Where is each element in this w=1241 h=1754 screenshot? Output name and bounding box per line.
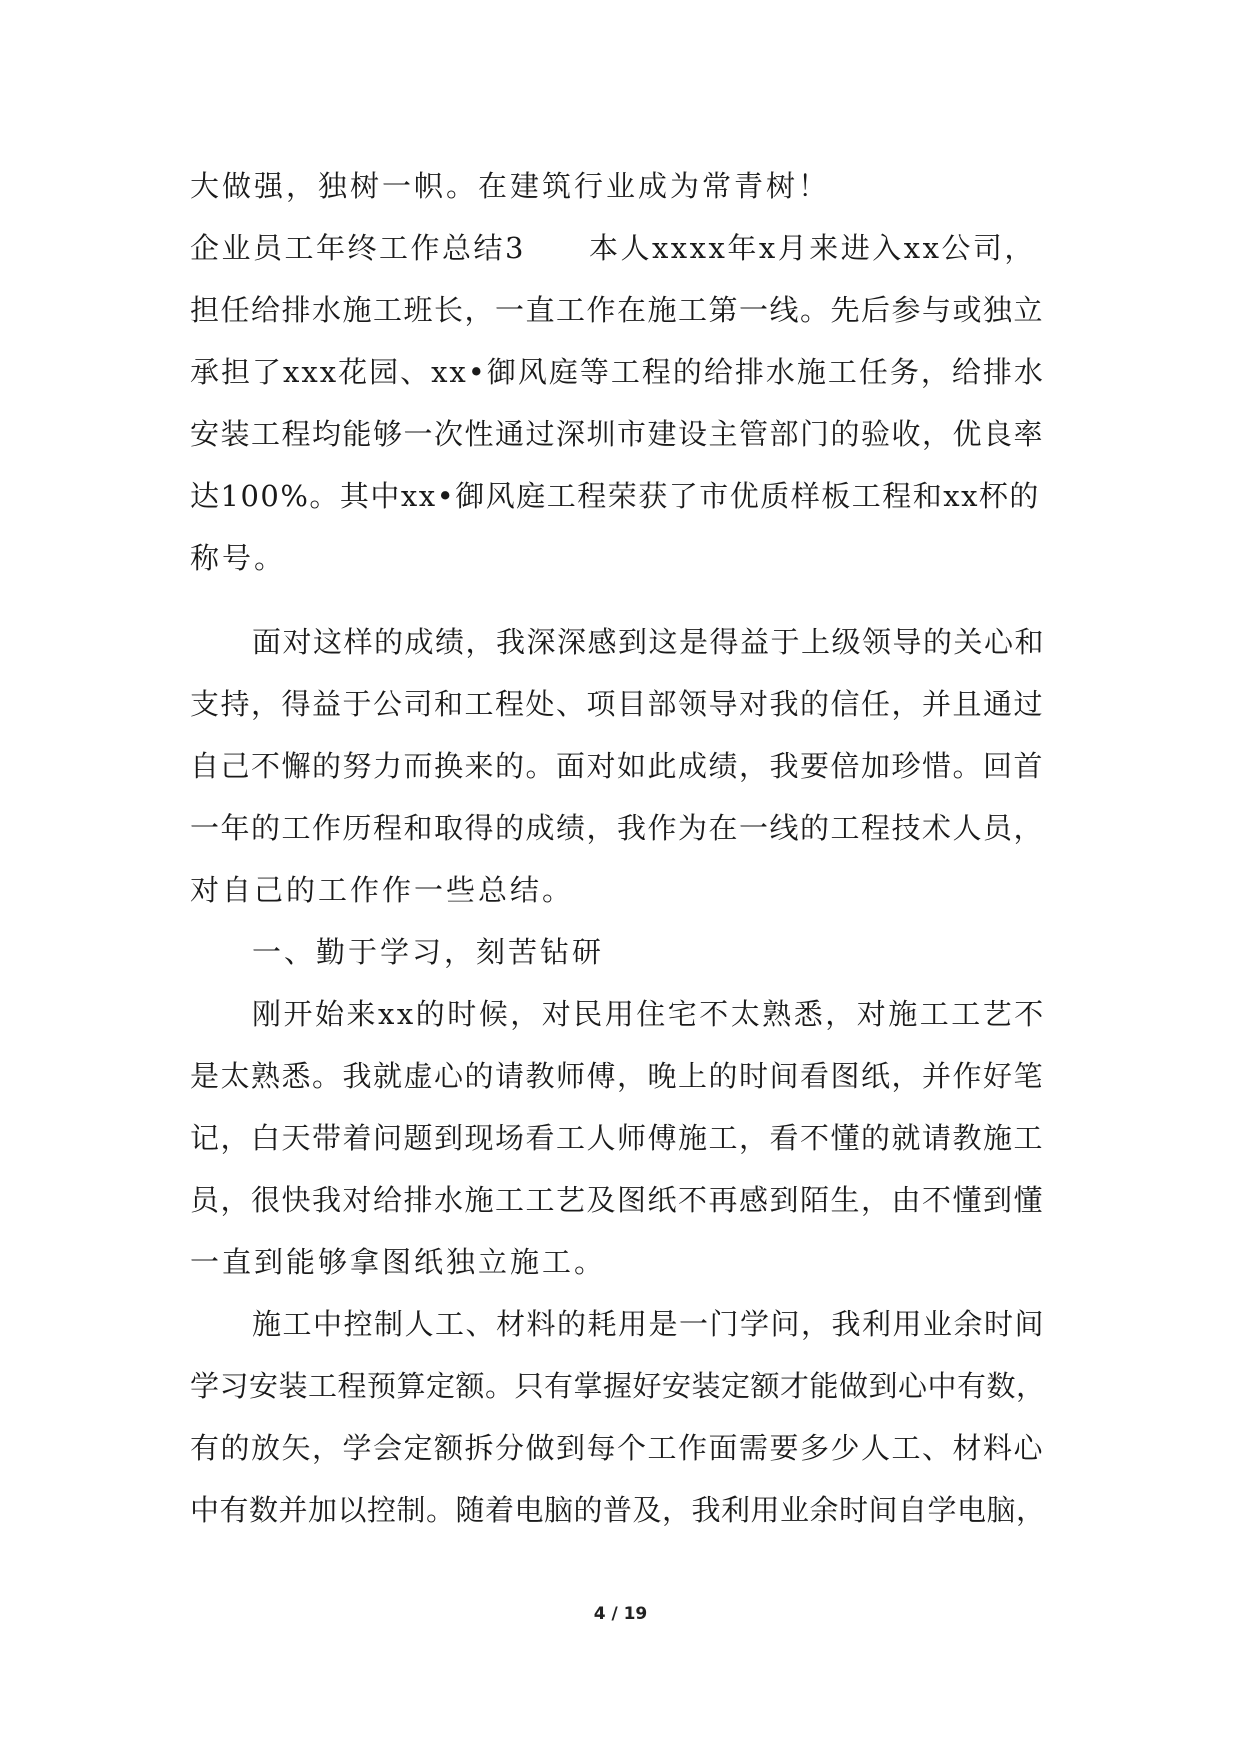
text-line: 称号。 — [190, 541, 287, 575]
body-text — [190, 155, 1050, 1541]
text-line: 中有数并加以控制。随着电脑的普及，我利用业余时间自学电脑， — [190, 1493, 1046, 1527]
text-line: 一年的工作历程和取得的成绩，我作为在一线的工程技术人员， — [190, 811, 1045, 845]
text-line: 有的放矢，学会定额拆分做到每个工作面需要多少人工、材料心 — [190, 1431, 1045, 1465]
text-line: 达100%。其中xx•御风庭工程荣获了市优质样板工程和xx杯的 — [190, 479, 1040, 513]
text-line: 担任给排水施工班长，一直工作在施工第一线。先后参与或独立 — [190, 293, 1045, 327]
text-line: 刚开始来xx的时候，对民用住宅不太熟悉，对施工工艺不 — [252, 997, 1046, 1031]
text-line: 大做强，独树一帜。在建筑行业成为常青树！ — [190, 169, 831, 203]
text-line: 员，很快我对给排水施工工艺及图纸不再感到陌生，由不懂到懂 — [190, 1183, 1045, 1217]
text-line: 一直到能够拿图纸独立施工。 — [190, 1245, 607, 1279]
text-line: 施工中控制人工、材料的耗用是一门学问，我利用业余时间 — [252, 1307, 1046, 1341]
text-line: 对自己的工作作一些总结。 — [190, 873, 575, 907]
text-line: 记，白天带着问题到现场看工人师傅施工，看不懂的就请教施工 — [190, 1121, 1045, 1155]
text-line: 企业员工年终工作总结3 本人xxxx年x月来进入xx公司， — [190, 231, 1036, 265]
text-line: 安装工程均能够一次性通过深圳市建设主管部门的验收，优良率 — [190, 417, 1045, 451]
text-line: 面对这样的成绩，我深深感到这是得益于上级领导的关心和 — [252, 625, 1046, 659]
text-line: 支持，得益于公司和工程处、项目部领导对我的信任，并且通过 — [190, 687, 1045, 721]
text-line: 学习安装工程预算定额。只有掌握好安装定额才能做到心中有数， — [190, 1369, 1046, 1403]
text-line: 是太熟悉。我就虚心的请教师傅，晚上的时间看图纸，并作好笔 — [190, 1059, 1045, 1093]
section-heading: 一、勤于学习，刻苦钻研 — [252, 935, 605, 969]
text-line: 自己不懈的努力而换来的。面对如此成绩，我要倍加珍惜。回首 — [190, 749, 1045, 783]
text-line: 承担了xxx花园、xx•御风庭等工程的给排水施工任务，给排水 — [190, 355, 1045, 389]
page-number: 4 / 19 — [593, 1604, 648, 1624]
